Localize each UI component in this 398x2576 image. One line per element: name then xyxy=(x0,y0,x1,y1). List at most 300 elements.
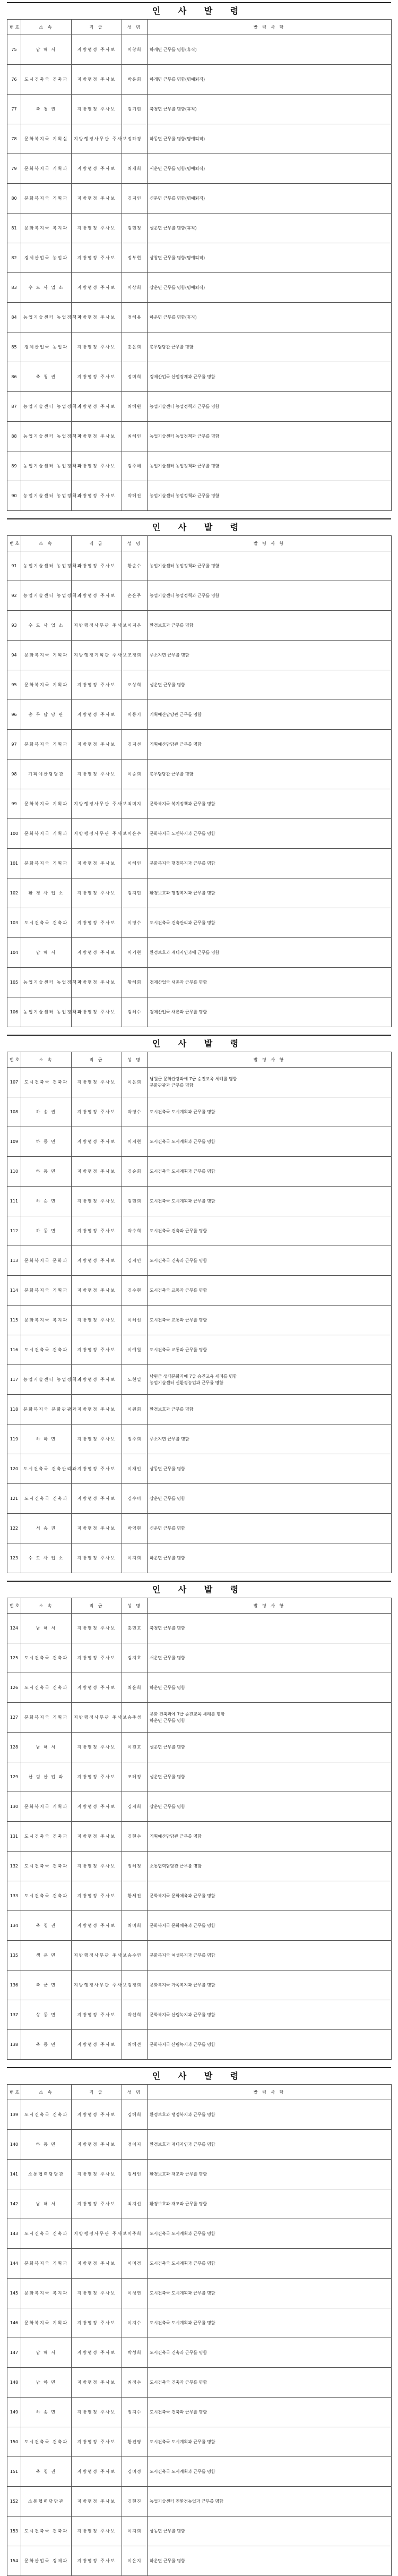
document-page xyxy=(7,2,391,511)
cell-pos: 지방행정 주사보 xyxy=(72,332,122,362)
table-row xyxy=(7,1514,392,1543)
cell-memo: 농업기술센터 농업정책과 근무를 명함 xyxy=(148,422,392,451)
cell-dept: 남 해 서 xyxy=(21,2338,72,2368)
cell-name: 이승희 xyxy=(122,760,148,789)
cell-name: 최미희 xyxy=(122,1911,148,1941)
cell-memo: 문화복지국 여성복지과 근무를 명함 xyxy=(148,1941,392,1971)
cell-num: 144 xyxy=(7,2249,21,2279)
cell-dept: 농업기술센터 농업정책과 xyxy=(21,303,72,332)
cell-memo: 축청면 근무를 명함 xyxy=(148,1614,392,1643)
cell-num: 92 xyxy=(7,581,21,611)
cell-pos: 지방행정 주사보 xyxy=(72,1068,122,1097)
cell-dept: 하 송 권 xyxy=(21,1097,72,1127)
table-row xyxy=(7,908,392,938)
cell-pos: 지방행정 주사보 xyxy=(72,849,122,878)
cell-name: 이창희 xyxy=(122,35,148,65)
cell-pos: 지방행정 주사보 xyxy=(72,1127,122,1157)
table-row xyxy=(7,1614,392,1643)
cell-num: 117 xyxy=(7,1365,21,1395)
cell-dept: 하 하 면 xyxy=(21,1425,72,1454)
page-title: 인 사 발 령 xyxy=(7,2,391,19)
cell-memo: 도시건축국 도시계획과 근무를 명함 xyxy=(148,1127,392,1157)
cell-pos: 지방행정 주사보 xyxy=(72,2130,122,2160)
cell-pos: 지방행정 주사보 xyxy=(72,35,122,65)
cell-name: 김수미 xyxy=(122,1484,148,1514)
cell-memo: 상창면 근무를 명함(명예퇴직) xyxy=(148,243,392,273)
cell-name: 이은지 xyxy=(122,2546,148,2576)
cell-num: 119 xyxy=(7,1425,21,1454)
column-header-dept: 소 속 xyxy=(21,1598,72,1614)
cell-num: 88 xyxy=(7,422,21,451)
cell-dept: 축 청 권 xyxy=(21,2457,72,2487)
cell-name: 조정희 xyxy=(122,641,148,670)
cell-num: 107 xyxy=(7,1068,21,1097)
cell-name: 이지수 xyxy=(122,2308,148,2338)
cell-pos: 지방행정 주사보 xyxy=(72,362,122,392)
table-row xyxy=(7,1733,392,1762)
cell-name: 박성희 xyxy=(122,2338,148,2368)
cell-dept: 소통협력담당관 xyxy=(21,2487,72,2517)
cell-dept: 하 동 면 xyxy=(21,2130,72,2160)
column-header-name: 성 명 xyxy=(122,20,148,35)
table-row xyxy=(7,2249,392,2279)
cell-pos: 지방행정 주사보 xyxy=(72,997,122,1027)
cell-num: 132 xyxy=(7,1852,21,1881)
cell-name: 박수희 xyxy=(122,1216,148,1246)
cell-pos: 지방행정 주사보 xyxy=(72,1673,122,1703)
cell-dept: 기획예산담당관 xyxy=(21,760,72,789)
cell-name: 김현진 xyxy=(122,2487,148,2517)
cell-pos: 지방행정 주사보 xyxy=(72,938,122,968)
cell-num: 89 xyxy=(7,451,21,481)
cell-memo: 농업기술센터 농업정책과 근무를 명함 xyxy=(148,481,392,511)
table-row xyxy=(7,1068,392,1097)
cell-num: 143 xyxy=(7,2219,21,2249)
cell-dept: 문화복지국 기획과 xyxy=(21,184,72,214)
cell-memo: 기획예산담당관 근무를 명함 xyxy=(148,730,392,760)
cell-dept: 문화복지국 기획과 xyxy=(21,641,72,670)
cell-memo: 도시건축국 교통과 근무를 명함 xyxy=(148,1335,392,1365)
cell-dept: 농업기술센터 농업정책과 xyxy=(21,1365,72,1395)
table-row xyxy=(7,849,392,878)
cell-num: 114 xyxy=(7,1276,21,1306)
cell-dept: 하 동 면 xyxy=(21,1157,72,1187)
cell-memo: 하운면 근무를 명함(휴직) xyxy=(148,303,392,332)
cell-name: 황진영 xyxy=(122,2427,148,2457)
cell-memo: 상동면 근무를 명함 xyxy=(148,2517,392,2546)
table-row xyxy=(7,551,392,581)
cell-name: 황순수 xyxy=(122,551,148,581)
table-row xyxy=(7,1454,392,1484)
table-row xyxy=(7,1306,392,1335)
cell-pos: 지방행정 주사보 xyxy=(72,968,122,997)
cell-name: 이주희 xyxy=(122,2219,148,2249)
cell-name: 이진호 xyxy=(122,1733,148,1762)
cell-dept: 도시건축국 건축과 xyxy=(21,2427,72,2457)
cell-memo: 문화복지국 산림녹지과 근무를 명함 xyxy=(148,2030,392,2060)
cell-name: 김지인 xyxy=(122,1246,148,1276)
cell-name: 이동기 xyxy=(122,700,148,730)
cell-name: 김세인 xyxy=(122,2160,148,2189)
cell-pos: 지방행정 주사보 xyxy=(72,2457,122,2487)
table-row xyxy=(7,700,392,730)
cell-memo: 남원군 생태문화과에 7급 승진교육 세례를 명함 농업기술센터 신환경농업과 근무를 명함 xyxy=(148,1365,392,1395)
cell-name: 최윤희 xyxy=(122,1673,148,1703)
cell-pos: 지방행정 주사보 xyxy=(72,2249,122,2279)
table-row xyxy=(7,154,392,184)
cell-dept: 농업기술센터 농업정책과 xyxy=(21,551,72,581)
cell-pos: 지방행정 주사보 xyxy=(72,1395,122,1425)
cell-dept: 도시건축국 건축과 xyxy=(21,1484,72,1514)
cell-pos: 지방행정 주사보 xyxy=(72,2368,122,2398)
table-row xyxy=(7,2546,392,2576)
table-row xyxy=(7,1157,392,1187)
cell-name: 최지선 xyxy=(122,2189,148,2219)
table-row xyxy=(7,1276,392,1306)
cell-memo: 환경보호과 행정복지과 근무를 명함 xyxy=(148,2100,392,2130)
cell-memo: 상동면 근무를 명함 xyxy=(148,1454,392,1484)
cell-num: 80 xyxy=(7,184,21,214)
cell-pos: 지방행정 주사보 xyxy=(72,1822,122,1852)
cell-dept: 문화복지국 기획과 xyxy=(21,670,72,700)
cell-name: 정이지 xyxy=(122,2130,148,2160)
cell-name: 오상희 xyxy=(122,670,148,700)
cell-name: 박혜진 xyxy=(122,481,148,511)
table-row xyxy=(7,2308,392,2338)
personnel-table xyxy=(7,1052,392,1573)
cell-pos: 지방행정 주사보 xyxy=(72,481,122,511)
table-row xyxy=(7,1395,392,1425)
cell-num: 130 xyxy=(7,1792,21,1822)
cell-num: 137 xyxy=(7,2000,21,2030)
table-row xyxy=(7,2030,392,2060)
cell-memo: 경제산업국 새촌과 근무를 명함 xyxy=(148,997,392,1027)
personnel-table xyxy=(7,19,392,511)
cell-num: 126 xyxy=(7,1673,21,1703)
cell-num: 85 xyxy=(7,332,21,362)
cell-memo: 환경보호과 재디자인과 근무를 명함 xyxy=(148,2130,392,2160)
table-row xyxy=(7,422,392,451)
column-header-pos: 직 급 xyxy=(72,536,122,551)
cell-memo: 도시건축국 도시계획과 근무를 명함 xyxy=(148,1097,392,1127)
table-row xyxy=(7,2398,392,2427)
cell-memo: 경제산업국 산업경제과 근무를 명함 xyxy=(148,362,392,392)
cell-memo: 서운면 근무를 명함 xyxy=(148,1643,392,1673)
cell-dept: 하 순 면 xyxy=(21,1187,72,1216)
cell-dept: 축 동 면 xyxy=(21,2030,72,2060)
cell-pos: 지방행정 주사보 xyxy=(72,2030,122,2060)
cell-dept: 문화복지국 기획과 xyxy=(21,2308,72,2338)
cell-name: 홍은희 xyxy=(122,332,148,362)
cell-memo: 문화복지국 산림녹지과 근무를 명함 xyxy=(148,2000,392,2030)
table-row xyxy=(7,2100,392,2130)
table-header-row xyxy=(7,1052,392,1068)
cell-name: 박윤희 xyxy=(122,65,148,95)
cell-dept: 문화복지국 문화관광과 xyxy=(21,1395,72,1425)
cell-pos: 지방행정 주사보 xyxy=(72,214,122,243)
table-row xyxy=(7,819,392,849)
cell-num: 148 xyxy=(7,2368,21,2398)
cell-dept: 문화복지국 복지과 xyxy=(21,2279,72,2308)
cell-num: 91 xyxy=(7,551,21,581)
cell-name: 이혜인 xyxy=(122,849,148,878)
cell-name: 최미지 xyxy=(122,789,148,819)
cell-name: 박선희 xyxy=(122,2000,148,2030)
table-row xyxy=(7,2130,392,2160)
cell-dept: 환 경 사 업 소 xyxy=(21,878,72,908)
cell-name: 노현일 xyxy=(122,1365,148,1395)
cell-memo: 환경보호과 재조과 근무를 명함 xyxy=(148,2160,392,2189)
column-header-dept: 소 속 xyxy=(21,20,72,35)
table-row xyxy=(7,760,392,789)
table-row xyxy=(7,938,392,968)
cell-dept: 문화복지국 기획과 xyxy=(21,2249,72,2279)
cell-pos: 지방행정사무관 주사보 xyxy=(72,2219,122,2249)
table-row xyxy=(7,95,392,124)
cell-num: 110 xyxy=(7,1157,21,1187)
column-header-name: 성 명 xyxy=(122,536,148,551)
cell-name: 최정수 xyxy=(122,2368,148,2398)
cell-dept: 산 림 산 업 과 xyxy=(21,1762,72,1792)
column-header-num: 번호 xyxy=(7,1598,21,1614)
cell-dept: 문화복지국 기획실 xyxy=(21,124,72,154)
cell-num: 99 xyxy=(7,789,21,819)
cell-memo: 하운면 근무를 명함 xyxy=(148,2546,392,2576)
column-header-memo: 발 령 사 항 xyxy=(148,1598,392,1614)
cell-num: 147 xyxy=(7,2338,21,2368)
cell-num: 122 xyxy=(7,1514,21,1543)
table-row xyxy=(7,2219,392,2249)
cell-num: 138 xyxy=(7,2030,21,2060)
cell-pos: 지방행정사무관 주사보 xyxy=(72,1941,122,1971)
table-row xyxy=(7,1246,392,1276)
cell-num: 139 xyxy=(7,2100,21,2130)
cell-name: 홍민호 xyxy=(122,1614,148,1643)
cell-num: 135 xyxy=(7,1941,21,1971)
page-title: 인 사 발 령 xyxy=(7,1581,391,1598)
cell-memo: 축청면 근무를 명함(휴직) xyxy=(148,95,392,124)
cell-memo: 도시건축국 건축관리과 근무를 명함 xyxy=(148,908,392,938)
table-row xyxy=(7,392,392,422)
cell-num: 116 xyxy=(7,1335,21,1365)
cell-num: 142 xyxy=(7,2189,21,2219)
cell-name: 김정희 xyxy=(122,1971,148,2000)
column-header-num: 번호 xyxy=(7,1052,21,1068)
cell-num: 102 xyxy=(7,878,21,908)
cell-memo: 환경보호과 재조과 근무를 명함 xyxy=(148,2189,392,2219)
cell-memo: 도시건축국 건축과 근무를 명함 xyxy=(148,2338,392,2368)
cell-name: 박영수 xyxy=(122,1097,148,1127)
cell-memo: 문화복지국 노인복지과 근무를 명함 xyxy=(148,819,392,849)
cell-name: 이혜선 xyxy=(122,1306,148,1335)
cell-memo: 생운면 근무를 명함 xyxy=(148,1733,392,1762)
table-row xyxy=(7,1703,392,1733)
cell-pos: 지방행정 주사보 xyxy=(72,2427,122,2457)
cell-num: 104 xyxy=(7,938,21,968)
cell-pos: 지방행정 주사보 xyxy=(72,1614,122,1643)
table-header-row xyxy=(7,20,392,35)
cell-dept: 농업기술센터 농업정책과 xyxy=(21,422,72,451)
column-header-dept: 소 속 xyxy=(21,2085,72,2100)
table-row xyxy=(7,789,392,819)
table-row xyxy=(7,968,392,997)
cell-pos: 지방행정사무관 주사보 xyxy=(72,819,122,849)
table-row xyxy=(7,1852,392,1881)
cell-dept: 문화복지국 문화과 xyxy=(21,1246,72,1276)
table-row xyxy=(7,1673,392,1703)
cell-memo: 농업기술센터 농업정책과 근무를 명함 xyxy=(148,392,392,422)
table-row xyxy=(7,581,392,611)
cell-pos: 지방행정 주사보 xyxy=(72,2279,122,2308)
cell-pos: 지방행정 주사보 xyxy=(72,1881,122,1911)
cell-name: 이은희 xyxy=(122,1068,148,1097)
cell-memo: 농업기술센터 농업정책과 근무를 명함 xyxy=(148,451,392,481)
cell-pos: 지방행정 주사보 xyxy=(72,2308,122,2338)
cell-pos: 지방행정 주사보 xyxy=(72,2487,122,2517)
cell-pos: 지방행정 주사보 xyxy=(72,1911,122,1941)
cell-name: 김혜희 xyxy=(122,2100,148,2130)
cell-memo: 서운면 근무를 명함(명예퇴직) xyxy=(148,154,392,184)
cell-dept: 농업기술센터 농업정책과 xyxy=(21,997,72,1027)
table-row xyxy=(7,214,392,243)
cell-pos: 지방행정기획관 주사보 xyxy=(72,641,122,670)
cell-name: 이지은 xyxy=(122,611,148,641)
cell-pos: 지방행정 주사보 xyxy=(72,1335,122,1365)
table-row xyxy=(7,2427,392,2457)
cell-pos: 지방행정 주사보 xyxy=(72,1365,122,1395)
cell-num: 120 xyxy=(7,1454,21,1484)
cell-name: 황세진 xyxy=(122,1881,148,1911)
cell-num: 146 xyxy=(7,2308,21,2338)
cell-pos: 지방행정 주사보 xyxy=(72,878,122,908)
cell-dept: 남 해 서 xyxy=(21,35,72,65)
table-row xyxy=(7,2338,392,2368)
cell-dept: 문화복지국 기획과 xyxy=(21,1792,72,1822)
cell-pos: 지방행정 주사보 xyxy=(72,581,122,611)
cell-memo: 주소지면 근무를 명함 xyxy=(148,641,392,670)
cell-dept: 도시건축국 건축과 xyxy=(21,908,72,938)
table-row xyxy=(7,1762,392,1792)
cell-num: 82 xyxy=(7,243,21,273)
cell-memo: 신운면 근무를 명함 xyxy=(148,1514,392,1543)
table-row xyxy=(7,2000,392,2030)
cell-num: 134 xyxy=(7,1911,21,1941)
cell-num: 78 xyxy=(7,124,21,154)
cell-memo: 남원군 문화관광과에 7급 승진교육 세례를 명함 문화관광과 근무를 명함 xyxy=(148,1068,392,1097)
column-header-memo: 발 령 사 항 xyxy=(148,20,392,35)
table-row xyxy=(7,1643,392,1673)
cell-dept: 남 해 서 xyxy=(21,1733,72,1762)
document-page xyxy=(7,518,391,1027)
cell-dept: 도시건축국 건축과 xyxy=(21,1881,72,1911)
cell-dept: 도시건축국 건축과 xyxy=(21,1673,72,1703)
cell-pos: 지방행정 주사보 xyxy=(72,1454,122,1484)
cell-memo: 경제산업국 새촌과 근무를 명함 xyxy=(148,968,392,997)
cell-name: 손은주 xyxy=(122,581,148,611)
cell-memo: 환경보호과 근무를 명함 xyxy=(148,611,392,641)
cell-memo: 도시건축국 도시계획과 근무를 명함 xyxy=(148,1157,392,1187)
cell-memo: 문화복지국 행정복지과 근무를 명함 xyxy=(148,849,392,878)
cell-memo: 상운면 근무를 명함(명예퇴직) xyxy=(148,273,392,303)
cell-num: 79 xyxy=(7,154,21,184)
cell-pos: 지방행정 주사보 xyxy=(72,908,122,938)
cell-num: 118 xyxy=(7,1395,21,1425)
cell-dept: 농업기술센터 농업정책과 xyxy=(21,392,72,422)
cell-name: 이은수 xyxy=(122,819,148,849)
cell-memo: 문화복지국 문화체육과 근무를 명함 xyxy=(148,1911,392,1941)
cell-dept: 서 송 권 xyxy=(21,1514,72,1543)
cell-num: 154 xyxy=(7,2546,21,2576)
column-header-pos: 직 급 xyxy=(72,1052,122,1068)
cell-num: 95 xyxy=(7,670,21,700)
cell-memo: 환경보호과 재디자인과에 근무를 명함 xyxy=(148,938,392,968)
cell-pos: 지방행정 주사보 xyxy=(72,1306,122,1335)
cell-dept: 문화복지국 기획과 xyxy=(21,789,72,819)
cell-memo: 도시건축국 건축과 근무를 명함 xyxy=(148,1216,392,1246)
cell-name: 정부현 xyxy=(122,243,148,273)
table-row xyxy=(7,1187,392,1216)
table-row xyxy=(7,1792,392,1822)
cell-name: 김지호 xyxy=(122,1643,148,1673)
cell-num: 111 xyxy=(7,1187,21,1216)
table-row xyxy=(7,1971,392,2000)
cell-dept: 생 운 면 xyxy=(21,1941,72,1971)
cell-dept: 문화복지국 기획과 xyxy=(21,154,72,184)
cell-name: 이지희 xyxy=(122,2517,148,2546)
cell-dept: 축 청 권 xyxy=(21,95,72,124)
cell-num: 150 xyxy=(7,2427,21,2457)
cell-dept: 도시건축국 건축과 xyxy=(21,2219,72,2249)
cell-pos: 지방행정사무관 주사보 xyxy=(72,1971,122,2000)
cell-pos: 지방행정 주사보 xyxy=(72,670,122,700)
cell-memo: 문화복지국 문화체육과 근무를 명함 xyxy=(148,1881,392,1911)
table-row xyxy=(7,878,392,908)
cell-dept: 하 동 면 xyxy=(21,1127,72,1157)
cell-name: 송수연 xyxy=(122,1941,148,1971)
column-header-name: 성 명 xyxy=(122,2085,148,2100)
cell-pos: 지방행정 주사보 xyxy=(72,1276,122,1306)
cell-num: 77 xyxy=(7,95,21,124)
table-row xyxy=(7,243,392,273)
cell-dept: 문화복지국 기획과 xyxy=(21,730,72,760)
cell-dept: 남 해 서 xyxy=(21,1614,72,1643)
cell-pos: 지방행정 주사보 xyxy=(72,2100,122,2130)
cell-name: 김주해 xyxy=(122,451,148,481)
cell-name: 김현수 xyxy=(122,1822,148,1852)
table-row xyxy=(7,2368,392,2398)
cell-dept: 남 해 서 xyxy=(21,2189,72,2219)
cell-num: 101 xyxy=(7,849,21,878)
cell-num: 75 xyxy=(7,35,21,65)
personnel-table xyxy=(7,535,392,1027)
cell-memo: 도시건축국 건축과 근무를 명함 xyxy=(148,2368,392,2398)
personnel-table xyxy=(7,2084,392,2576)
table-row xyxy=(7,1543,392,1573)
cell-dept: 총 무 담 당 관 xyxy=(21,700,72,730)
column-header-memo: 발 령 사 항 xyxy=(148,1052,392,1068)
cell-pos: 지방행정 주사보 xyxy=(72,730,122,760)
table-header-row xyxy=(7,2085,392,2100)
cell-name: 이성연 xyxy=(122,2279,148,2308)
column-header-name: 성 명 xyxy=(122,1052,148,1068)
cell-name: 정혜정 xyxy=(122,1852,148,1881)
cell-pos: 지방행정 주사보 xyxy=(72,2338,122,2368)
cell-pos: 지방행정사무관 주사보 xyxy=(72,789,122,819)
table-row xyxy=(7,451,392,481)
cell-name: 최재희 xyxy=(122,154,148,184)
cell-pos: 지방행정 주사보 xyxy=(72,1216,122,1246)
table-row xyxy=(7,362,392,392)
